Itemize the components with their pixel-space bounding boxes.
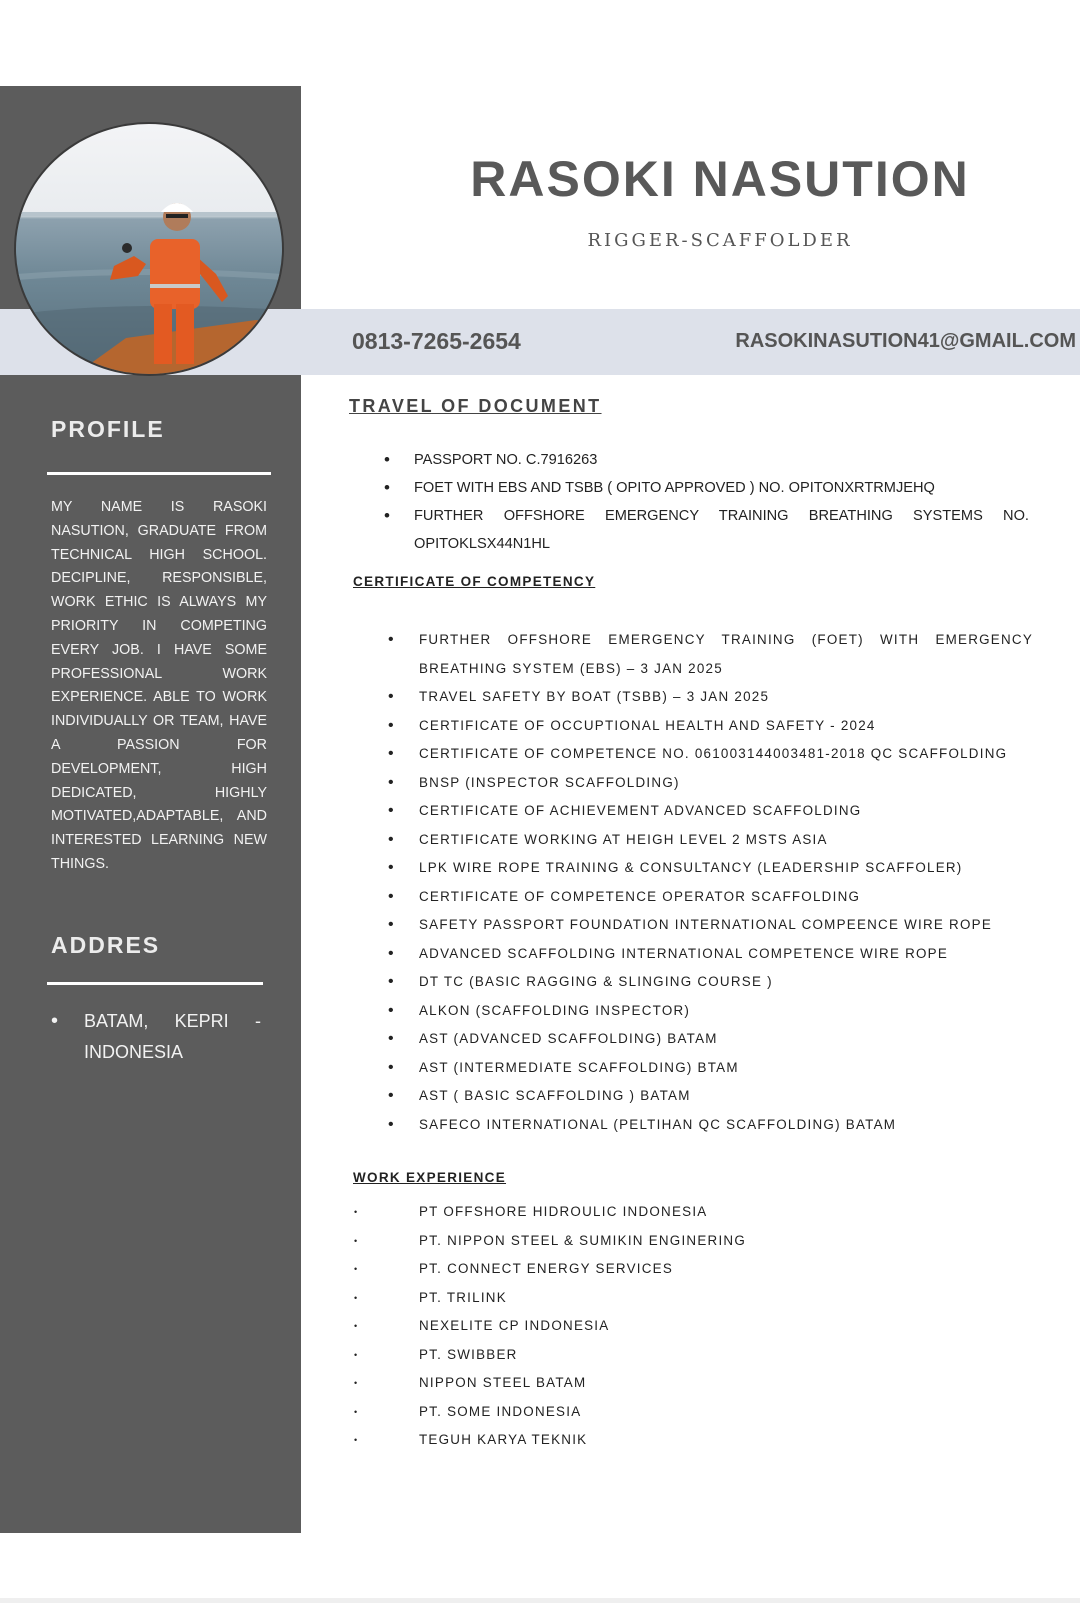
list-item: • SAFECO INTERNATIONAL (PELTIHAN QC SCAFFOLDING) BATAM	[388, 1111, 1033, 1140]
bottom-strip	[0, 1598, 1080, 1603]
job-title: RIGGER-SCAFFOLDER	[587, 230, 853, 251]
email-address: RASOKINASUTION41@GMAIL.COM	[735, 330, 1076, 352]
address-divider	[47, 982, 263, 985]
work-experience-title: WORK EXPERIENCE	[353, 1170, 507, 1185]
profile-text: MY NAME IS RASOKI NASUTION, GRADUATE FROM TECHNICAL HIGH SCHOOL. DECIPLINE, RESPONSIBLE, WORK ETHIC IS ALWAYS MY PRIORITY IN COMPETING EVERY JOB. I HAVE SOME PROFESSIONAL WORK EXPERIENCE. ABLE TO WORK INDIVIDUALLY OR TEAM, HAVE A PASSION FOR DEVELOPMENT, HIGH DEDICATED, HIGHLY MOTIVATED,ADAPTABLE, AND INTERESTED LEARNING NEW THINGS.	[51, 499, 267, 872]
list-item: • PT. TRILINK	[354, 1284, 874, 1313]
list-item: • FURTHER OFFSHORE EMERGENCY TRAINING (FOET) WITH EMERGENCY BREATHING SYSTEM (EBS) – 3 JAN 2025	[388, 626, 1033, 683]
list-item: • PT OFFSHORE HIDROULIC INDONESIA	[354, 1198, 874, 1227]
list-item: • LPK WIRE ROPE TRAINING & CONSULTANCY (LEADERSHIP SCAFFOLER)	[388, 854, 1033, 883]
list-item: • PASSPORT NO. C.7916263	[384, 446, 1029, 474]
list-item: • DT TC (BASIC RAGGING & SLINGING COURSE )	[388, 968, 1033, 997]
profile-heading: PROFILE	[51, 416, 165, 442]
list-item: • CERTIFICATE WORKING AT HEIGH LEVEL 2 MSTS ASIA	[388, 826, 1033, 855]
list-item: • PT. SWIBBER	[354, 1341, 874, 1370]
list-item: • ADVANCED SCAFFOLDING INTERNATIONAL COMPETENCE WIRE ROPE	[388, 940, 1033, 969]
candidate-name: RASOKI NASUTION	[470, 151, 970, 207]
list-item: • TEGUH KARYA TEKNIK	[354, 1426, 874, 1455]
travel-document-title: TRAVEL OF DOCUMENT	[349, 396, 602, 416]
list-item: • AST (ADVANCED SCAFFOLDING) BATAM	[388, 1025, 1033, 1054]
travel-document-list	[384, 446, 1029, 558]
list-item: • PT. SOME INDONESIA	[354, 1398, 874, 1427]
profile-photo	[14, 122, 284, 376]
list-item: • ALKON (SCAFFOLDING INSPECTOR)	[388, 997, 1033, 1026]
list-item: • CERTIFICATE OF ACHIEVEMENT ADVANCED SCAFFOLDING	[388, 797, 1033, 826]
list-item: • FOET WITH EBS AND TSBB ( OPITO APPROVED ) NO. OPITONXRTRMJEHQ	[384, 474, 1029, 502]
list-item: • FURTHER OFFSHORE EMERGENCY TRAINING BREATHING SYSTEMS NO. OPITOKLSX44N1HL	[384, 502, 1029, 558]
list-item: • AST ( BASIC SCAFFOLDING ) BATAM	[388, 1082, 1033, 1111]
certificate-title: CERTIFICATE OF COMPETENCY	[353, 574, 596, 589]
work-experience-list	[354, 1198, 874, 1455]
profile-divider	[47, 472, 271, 475]
list-item: • BNSP (INSPECTOR SCAFFOLDING)	[388, 769, 1033, 798]
address-list	[51, 1006, 261, 1068]
list-item: • TRAVEL SAFETY BY BOAT (TSBB) – 3 JAN 2025	[388, 683, 1033, 712]
list-item: • SAFETY PASSPORT FOUNDATION INTERNATIONAL COMPEENCE WIRE ROPE	[388, 911, 1033, 940]
address-heading: ADDRES	[51, 932, 161, 958]
list-item: • CERTIFICATE OF COMPETENCE OPERATOR SCAFFOLDING	[388, 883, 1033, 912]
list-item: • AST (INTERMEDIATE SCAFFOLDING) BTAM	[388, 1054, 1033, 1083]
list-item: • NEXELITE CP INDONESIA	[354, 1312, 874, 1341]
list-item: • CERTIFICATE OF OCCUPTIONAL HEALTH AND SAFETY - 2024	[388, 712, 1033, 741]
list-item: • PT. CONNECT ENERGY SERVICES	[354, 1255, 874, 1284]
list-item: • CERTIFICATE OF COMPETENCE NO. 061003144003481-2018 QC SCAFFOLDING	[388, 740, 1033, 769]
address-item: • BATAM, KEPRI - INDONESIA	[51, 1006, 261, 1068]
list-item: • PT. NIPPON STEEL & SUMIKIN ENGINERING	[354, 1227, 874, 1256]
list-item: • NIPPON STEEL BATAM	[354, 1369, 874, 1398]
certificate-list	[388, 626, 1033, 1139]
phone-number: 0813-7265-2654	[352, 328, 521, 354]
